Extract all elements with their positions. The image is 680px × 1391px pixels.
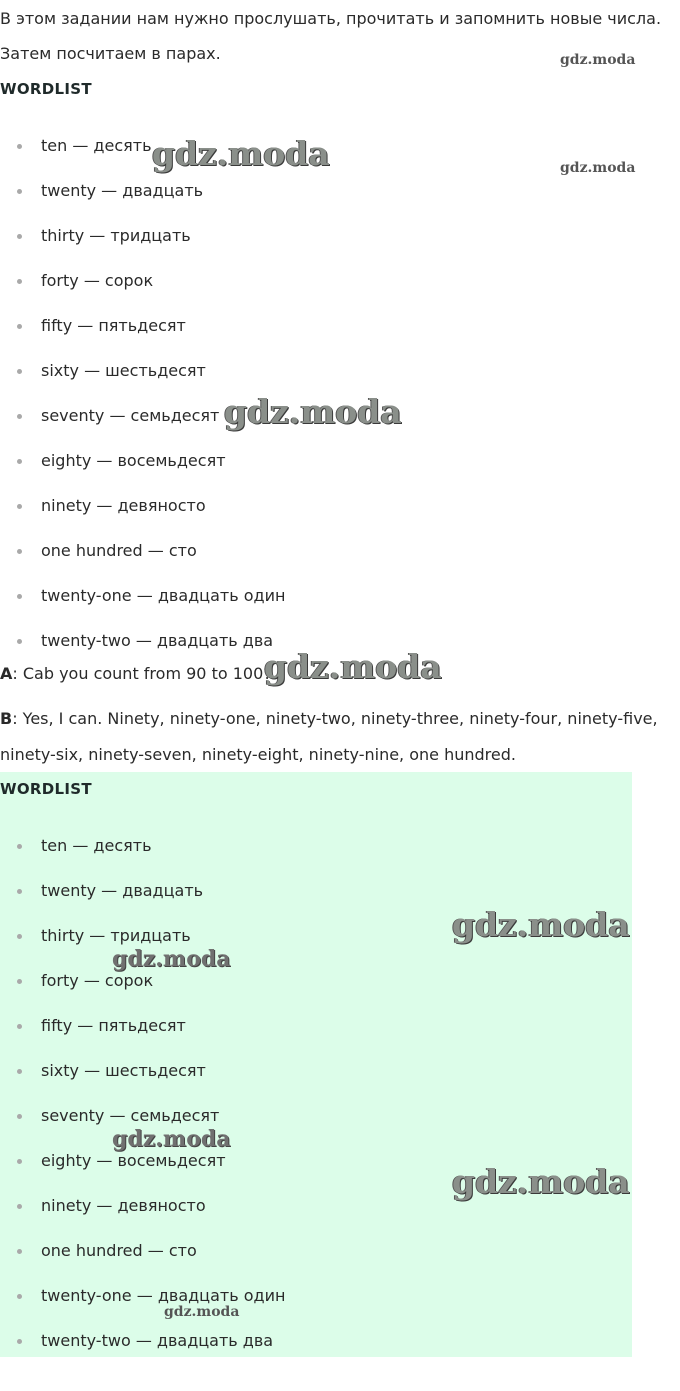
list-item — [0, 451, 285, 496]
list-item — [0, 496, 285, 541]
list-item-text: sixty — шестьдесят — [41, 1061, 206, 1080]
dialog-b-continued: ninety-six, ninety-seven, ninety-eight, ninety-nine, one hundred. — [0, 745, 516, 764]
list-item — [0, 971, 285, 1016]
list-item-text: twenty — двадцать — [41, 181, 204, 200]
bullet-icon — [17, 189, 22, 194]
list-item — [0, 136, 285, 181]
bullet-icon — [17, 414, 22, 419]
list-item-text: twenty-two — двадцать два — [41, 631, 274, 650]
list-item — [0, 1016, 285, 1061]
list-item — [0, 316, 285, 361]
list-item — [0, 1061, 285, 1106]
list-item — [0, 271, 285, 316]
bullet-icon — [17, 369, 22, 374]
list-item — [0, 1286, 285, 1331]
list-item — [0, 926, 285, 971]
bullet-icon — [17, 549, 22, 554]
list-item-text: ninety — девяносто — [41, 496, 206, 515]
wordlist2-heading: WORDLIST — [0, 780, 92, 798]
list-item-text: one hundred — сто — [41, 541, 197, 560]
bullet-icon — [17, 1249, 22, 1254]
list-item-text: eighty — восемьдесят — [41, 1151, 226, 1170]
speaker-a-text: : Cab you count from 90 to 100? — [12, 664, 272, 683]
bullet-icon — [17, 1339, 22, 1344]
bullet-icon — [17, 234, 22, 239]
list-item — [0, 226, 285, 271]
list-item-text: ninety — девяносто — [41, 1196, 206, 1215]
bullet-icon — [17, 1024, 22, 1029]
bullet-icon — [17, 144, 22, 149]
list-item — [0, 1106, 285, 1151]
wordlist-heading: WORDLIST — [0, 80, 92, 98]
list-item-text: thirty — тридцать — [41, 226, 191, 245]
list-item-text: fifty — пятьдесят — [41, 1016, 186, 1035]
watermark: gdz.moda — [452, 905, 630, 944]
list-item-text: ten — десять — [41, 136, 152, 155]
list-item — [0, 881, 285, 926]
list-item-text: seventy — семьдесят — [41, 1106, 220, 1125]
watermark: gdz.moda — [224, 392, 402, 431]
watermark: gdz.moda — [112, 1126, 231, 1152]
bullet-icon — [17, 639, 22, 644]
list-item-text: eighty — восемьдесят — [41, 451, 226, 470]
bullet-icon — [17, 934, 22, 939]
bullet-icon — [17, 979, 22, 984]
watermark: gdz.moda — [264, 647, 442, 686]
list-item-text: fifty — пятьдесят — [41, 316, 186, 335]
list-item-text: twenty-two — двадцать два — [41, 1331, 274, 1350]
list-item-text: forty — сорок — [41, 971, 154, 990]
bullet-icon — [17, 844, 22, 849]
list-item-text: sixty — шестьдесят — [41, 361, 206, 380]
list-item-text: thirty — тридцать — [41, 926, 191, 945]
list-item-text: twenty-one — двадцать один — [41, 1286, 286, 1305]
wordlist — [0, 136, 285, 676]
bullet-icon — [17, 594, 22, 599]
list-item-text: one hundred — сто — [41, 1241, 197, 1260]
intro-line-1: В этом задании нам нужно прослушать, прочитать и запомнить новые числа. — [0, 9, 662, 28]
list-item — [0, 541, 285, 586]
speaker-a-label: A — [0, 664, 13, 683]
dialog-b — [0, 709, 658, 729]
list-item — [0, 181, 285, 226]
bullet-icon — [17, 1294, 22, 1299]
watermark: gdz.moda — [112, 946, 231, 972]
bullet-icon — [17, 324, 22, 329]
list-item-text: twenty — двадцать — [41, 881, 204, 900]
list-item-text: seventy — семьдесят — [41, 406, 220, 425]
bullet-icon — [17, 1159, 22, 1164]
list-item-text: ten — десять — [41, 836, 152, 855]
list-item-text: twenty-one — двадцать один — [41, 586, 286, 605]
watermark: gdz.moda — [164, 1304, 240, 1320]
list-item — [0, 836, 285, 881]
bullet-icon — [17, 279, 22, 284]
watermark: gdz.moda — [452, 1162, 630, 1201]
list-item — [0, 1331, 285, 1376]
speaker-b-label: B — [0, 709, 13, 728]
watermark: gdz.moda — [152, 134, 330, 173]
bullet-icon — [17, 1204, 22, 1209]
list-item-text: forty — сорок — [41, 271, 154, 290]
bullet-icon — [17, 1069, 22, 1074]
bullet-icon — [17, 504, 22, 509]
list-item — [0, 586, 285, 631]
bullet-icon — [17, 889, 22, 894]
speaker-b-text: : Yes, I can. Ninety, ninety-one, ninety-two, ninety-three, ninety-four, ninety-five, — [12, 709, 658, 728]
bullet-icon — [17, 459, 22, 464]
list-item — [0, 1241, 285, 1286]
wordlist-2 — [0, 836, 285, 1376]
intro-line-2: Затем посчитаем в парах. — [0, 44, 221, 63]
bullet-icon — [17, 1114, 22, 1119]
list-item — [0, 361, 285, 406]
list-item — [0, 1196, 285, 1241]
list-item — [0, 1151, 285, 1196]
list-item — [0, 406, 285, 451]
dialog-a — [0, 664, 272, 684]
watermark: gdz.moda — [560, 160, 636, 176]
watermark: gdz.moda — [560, 52, 636, 68]
